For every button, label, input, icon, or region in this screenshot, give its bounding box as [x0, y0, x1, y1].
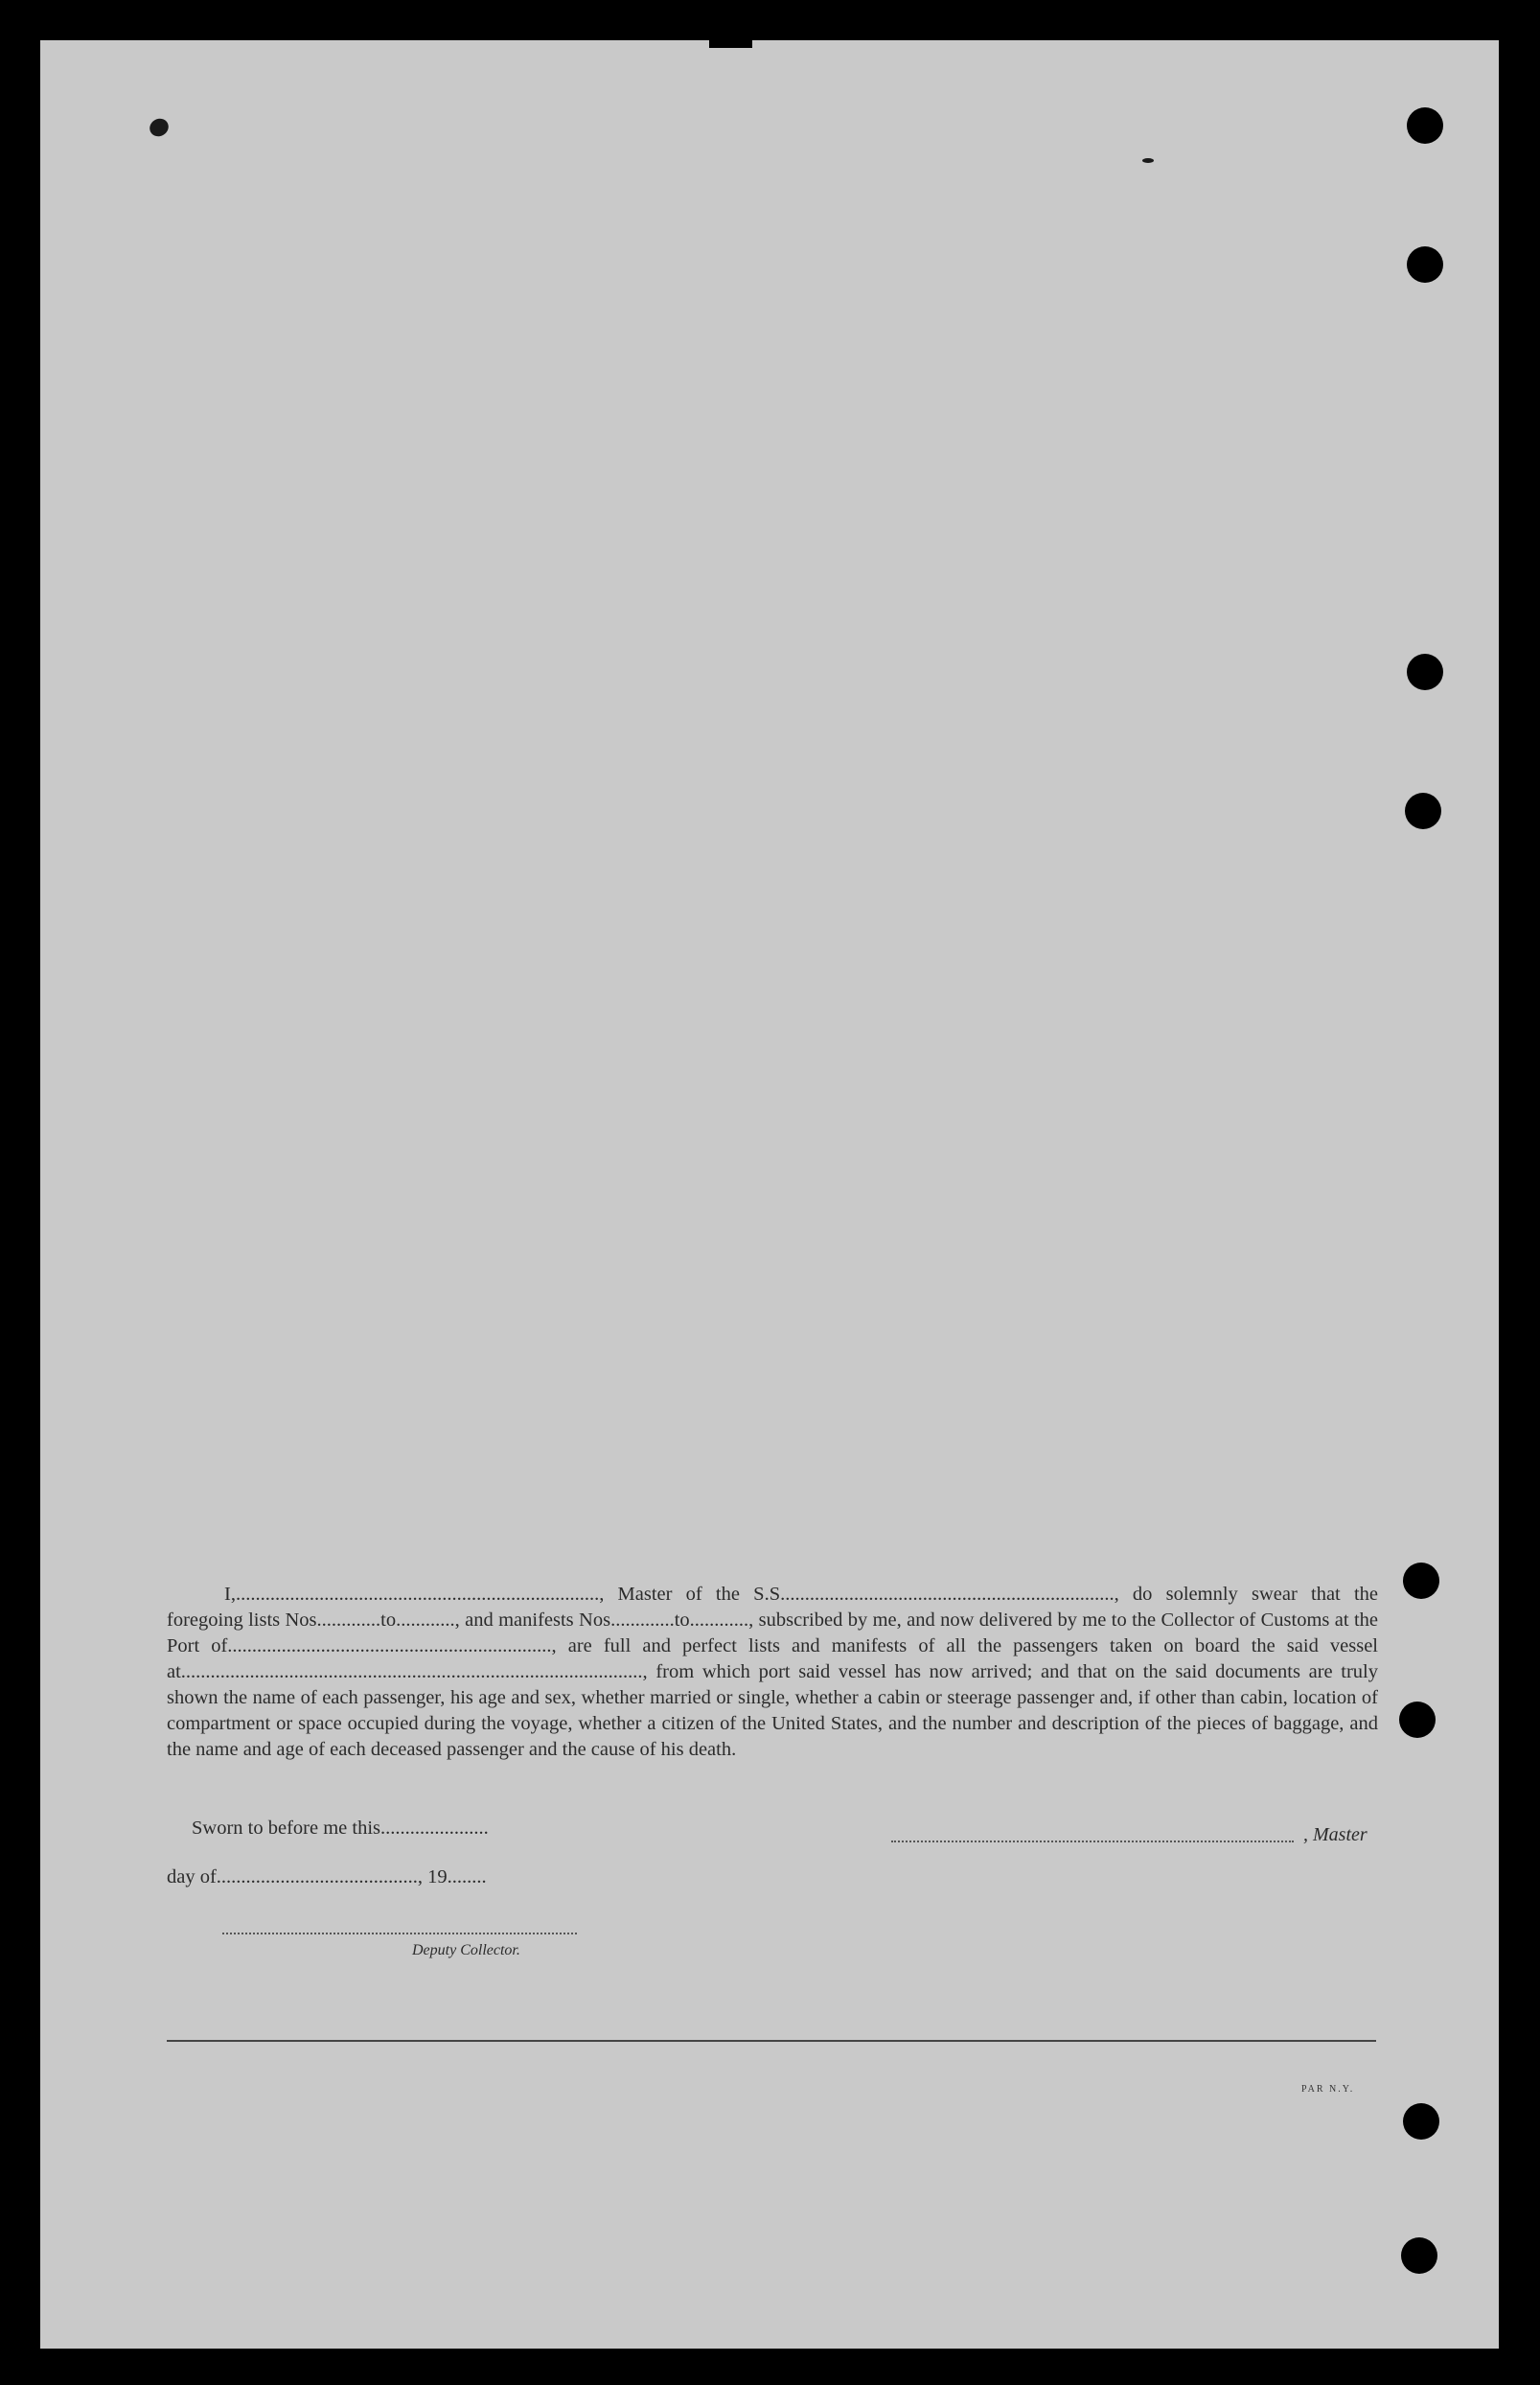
- sworn-line: Sworn to before me this......................: [192, 1818, 489, 1839]
- punch-hole: [1407, 107, 1443, 144]
- master-signature-line: [891, 1841, 1294, 1842]
- page-tab-mark: [709, 35, 752, 48]
- horizontal-rule: [167, 2040, 1376, 2042]
- punch-hole: [1407, 654, 1443, 690]
- oath-text: I,.........................................................................., Master of the S.S...................................................................., do solemnly swear that the foregoing lists Nos.............to............, and manifests Nos.............to............, subscribed by me, and now delivered by me to the Collector of Customs at the Port of.................................................................., are full and perfect lists and manifests of all the passengers taken on board the said vessel at.............................................................................................., from which port said vessel has now arrived; and that on the said documents are truly shown the name of each passenger, his age and sex, whether married or single, whether a cabin or steerage passenger and, if other than cabin, location of compartment or space occupied during the voyage, whether a citizen of the United States, and the number and description of the pieces of baggage, and the name and age of each deceased passenger and the cause of his death.: [167, 1584, 1378, 1760]
- ink-spot: [1142, 158, 1154, 163]
- punch-hole: [1399, 1702, 1436, 1738]
- punch-hole: [1407, 246, 1443, 283]
- deputy-signature-line: [222, 1933, 577, 1934]
- day-of-line: day of........................................., 19........: [167, 1866, 487, 1887]
- print-code: PAR N.Y.: [1301, 2084, 1355, 2095]
- document-page: [40, 40, 1499, 2349]
- punch-hole: [1403, 2103, 1439, 2140]
- oath-paragraph: [167, 1582, 1378, 1763]
- deputy-collector-label: Deputy Collector.: [412, 1942, 520, 1958]
- punch-hole: [1403, 1563, 1439, 1599]
- punch-hole: [1401, 2237, 1437, 2274]
- master-label: , Master: [1303, 1824, 1368, 1845]
- punch-hole: [1405, 793, 1441, 829]
